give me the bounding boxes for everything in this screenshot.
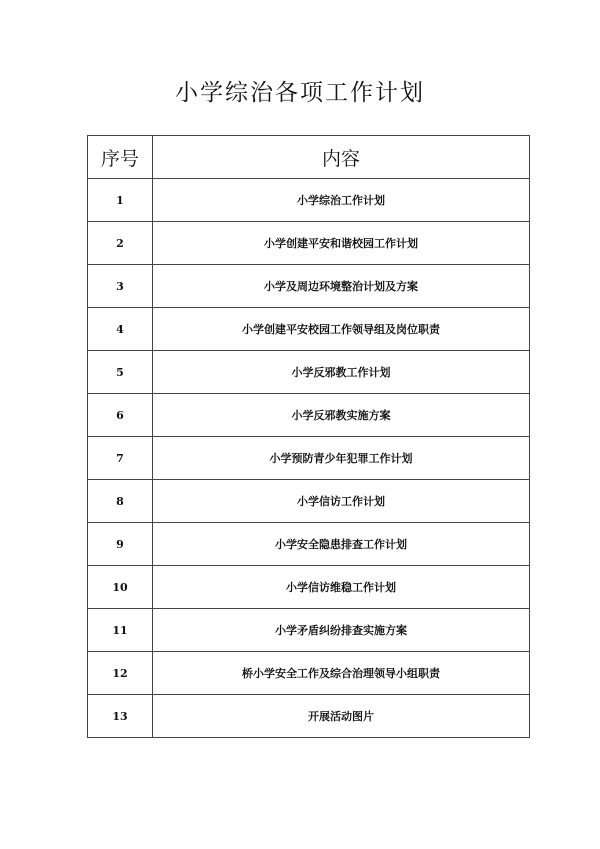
row-content: 小学反邪教实施方案: [153, 394, 530, 437]
row-content: 小学创建平安和谐校园工作计划: [153, 222, 530, 265]
row-number: 3: [88, 265, 153, 308]
row-content: 小学信访工作计划: [153, 480, 530, 523]
row-number: 11: [88, 609, 153, 652]
row-number: 13: [88, 695, 153, 738]
table-row: [88, 652, 530, 695]
table-row: [88, 695, 530, 738]
header-number: 序号: [88, 136, 153, 179]
table-row: [88, 351, 530, 394]
row-content: 小学综治工作计划: [153, 179, 530, 222]
row-number: 9: [88, 523, 153, 566]
table-row: [88, 394, 530, 437]
row-content: 小学及周边环境整治计划及方案: [153, 265, 530, 308]
row-content: 小学反邪教工作计划: [153, 351, 530, 394]
table-row: [88, 566, 530, 609]
row-content: 小学信访维稳工作计划: [153, 566, 530, 609]
row-number: 6: [88, 394, 153, 437]
table-row: [88, 437, 530, 480]
table-row: [88, 609, 530, 652]
row-number: 5: [88, 351, 153, 394]
table-row: [88, 480, 530, 523]
table-row: [88, 179, 530, 222]
page-title: 小学综治各项工作计划: [175, 80, 425, 106]
header-content: 内容: [153, 136, 530, 179]
row-content: 小学矛盾纠纷排查实施方案: [153, 609, 530, 652]
row-number: 8: [88, 480, 153, 523]
row-number: 4: [88, 308, 153, 351]
row-number: 2: [88, 222, 153, 265]
row-number: 12: [88, 652, 153, 695]
row-number: 10: [88, 566, 153, 609]
row-content: 小学安全隐患排查工作计划: [153, 523, 530, 566]
row-content: 小学创建平安校园工作领导组及岗位职责: [153, 308, 530, 351]
row-content: 桥小学安全工作及综合治理领导小组职责: [153, 652, 530, 695]
table-header-row: [88, 136, 530, 179]
table-row: [88, 222, 530, 265]
row-content: 小学预防青少年犯罪工作计划: [153, 437, 530, 480]
table-row: [88, 523, 530, 566]
plan-table: [87, 135, 530, 738]
table-row: [88, 308, 530, 351]
row-number: 7: [88, 437, 153, 480]
table-row: [88, 265, 530, 308]
row-number: 1: [88, 179, 153, 222]
row-content: 开展活动图片: [153, 695, 530, 738]
